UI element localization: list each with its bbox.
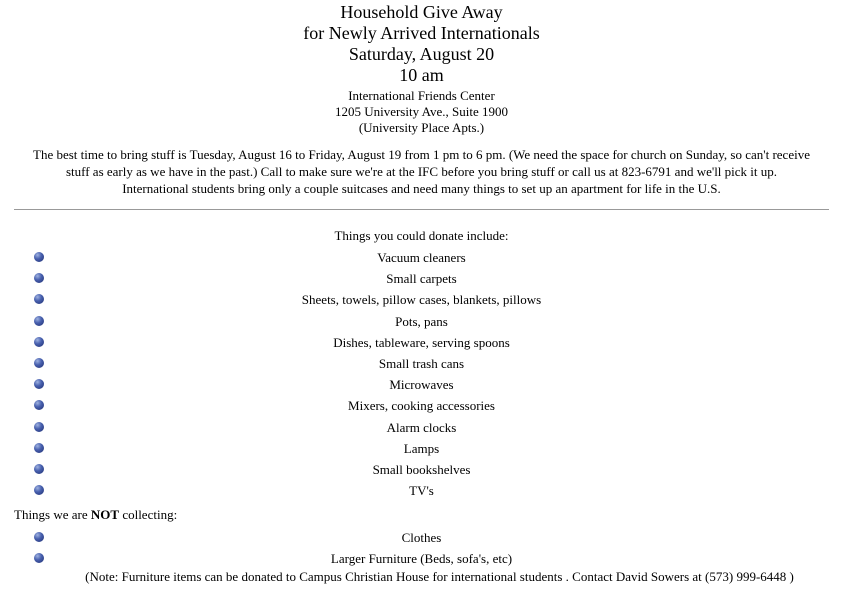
venue-name: International Friends Center	[348, 88, 495, 103]
not-collecting-prefix: Things we are	[14, 507, 91, 523]
not-collecting-suffix: collecting:	[119, 507, 178, 523]
list-item-label: TV's	[409, 483, 434, 499]
bullet-icon	[34, 422, 44, 432]
not-collecting-heading	[14, 507, 843, 523]
bullet-icon	[34, 252, 44, 262]
list-item	[0, 527, 843, 548]
bullet-icon	[34, 400, 44, 410]
list-item-label: Microwaves	[389, 377, 454, 393]
list-item	[0, 289, 843, 310]
list-item-label: Small carpets	[386, 271, 457, 287]
event-date: Saturday, August 20	[348, 44, 495, 64]
list-item	[0, 332, 843, 353]
venue-address: 1205 University Ave., Suite 1900	[334, 104, 509, 119]
list-item-label: Larger Furniture (Beds, sofa's, etc)	[330, 551, 513, 567]
list-item-label: Small trash cans	[378, 355, 465, 371]
list-item	[0, 374, 843, 395]
bullet-icon	[34, 379, 44, 389]
bullet-icon	[34, 358, 44, 368]
list-item	[0, 311, 843, 332]
list-item	[0, 268, 843, 289]
bullet-icon	[34, 443, 44, 453]
bullet-icon	[34, 464, 44, 474]
list-item	[0, 548, 843, 569]
intro-line: stuff as early as we have in the past.) Call to make sure we're at the IFC before you bring stuff or call us at 823-6791 and we'll pick it up.	[65, 164, 778, 179]
list-item	[0, 247, 843, 268]
list-item-label: Clothes	[401, 530, 442, 546]
divider	[14, 209, 829, 210]
intro-line: The best time to bring stuff is Tuesday, August 16 to Friday, August 19 from 1 pm to 6 pm. (We need the space for church on Sunday, so can't receive	[33, 147, 810, 162]
bullet-icon	[34, 316, 44, 326]
bullet-icon	[34, 553, 44, 563]
bullet-icon	[34, 485, 44, 495]
bullet-icon	[34, 337, 44, 347]
list-item-label: Lamps	[403, 440, 440, 456]
event-subtitle: for Newly Arrived Internationals	[303, 23, 540, 43]
intro-line: International students bring only a couple suitcases and need many things to set up an apartment for life in the U.S.	[122, 181, 721, 196]
furniture-note: (Note: Furniture items can be donated to Campus Christian House for international students . Contact David Sowers at (573) 999-6448 )	[85, 568, 794, 584]
bullet-icon	[34, 532, 44, 542]
venue-note: (University Place Apts.)	[358, 120, 485, 135]
intro-paragraph	[10, 146, 833, 197]
list-item-label: Pots, pans	[395, 313, 448, 329]
bullet-icon	[34, 294, 44, 304]
list-item	[0, 438, 843, 459]
list-item-label: Alarm clocks	[386, 419, 457, 435]
event-title: Household Give Away	[340, 2, 503, 22]
list-item	[0, 459, 843, 480]
list-item-label: Dishes, tableware, serving spoons	[333, 334, 510, 350]
list-item	[0, 417, 843, 438]
list-item	[0, 480, 843, 501]
list-item	[0, 353, 843, 374]
list-item-label: Sheets, towels, pillow cases, blankets, pillows	[301, 292, 542, 308]
list-item-label: Small bookshelves	[372, 461, 471, 477]
bullet-icon	[34, 273, 44, 283]
donate-heading: Things you could donate include:	[334, 228, 509, 243]
donate-list	[0, 247, 843, 501]
not-collecting-list	[0, 527, 843, 569]
event-time: 10 am	[399, 65, 444, 85]
not-collecting-emphasis: NOT	[90, 507, 120, 523]
page-header	[0, 0, 843, 136]
list-item	[0, 395, 843, 416]
list-item-label: Vacuum cleaners	[377, 250, 466, 265]
list-item-label: Mixers, cooking accessories	[348, 398, 495, 414]
